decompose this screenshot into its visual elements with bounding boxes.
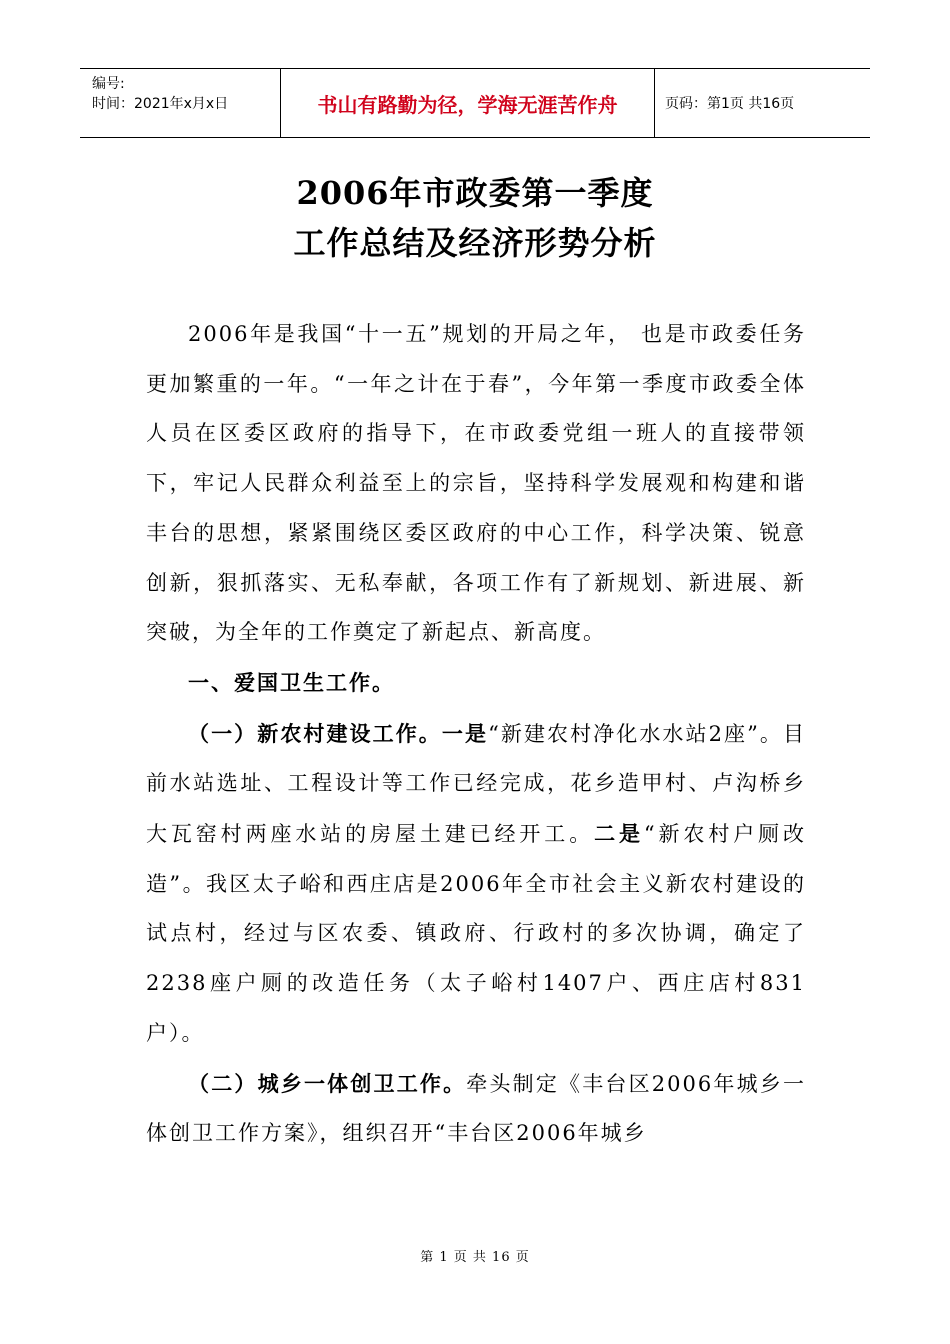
sub1-paragraph xyxy=(146,709,806,1059)
serial-label: 编号: xyxy=(92,76,125,92)
header-page-info: 页码：第1页 共16页 xyxy=(665,96,795,112)
time-label: 时间：2021年x月x日 xyxy=(92,96,229,112)
header-table xyxy=(80,68,870,138)
sub1-heading: （一）新农村建设工作。 xyxy=(188,720,442,746)
intro-paragraph: 2006年是我国“十一五”规划的开局之年， 也是市政委任务更加繁重的一年。“一年之计在于春”，今年第一季度市政委全体人员在区委区政府的指导下，在市政委党组一班人的直接带领下，牢记人民群众利益至上的宗旨，坚持科学发展观和构建和谐丰台的思想，紧紧围绕区委区政府的中心工作，科学决策、锐意创新，狠抓落实、无私奉献，各项工作有了新规划、新进展、新突破，为全年的工作奠定了新起点、新高度。 xyxy=(146,322,806,645)
document-body xyxy=(146,310,806,1159)
sub1-second-label: 二是 xyxy=(594,821,644,847)
section-heading xyxy=(146,658,806,709)
sub1-second-text: “新农村户厕改造”。我区太子峪和西庄店是2006年全市社会主义新农村建设的试点村，经过与区农委、镇政府、行政村的多次协调，确定了2238座户厕的改造任务（太子峪村1407户、西庄店村831户）。 xyxy=(146,822,807,1045)
header-motto: 书山有路勤为径，学海无涯苦作舟 xyxy=(317,92,618,117)
sub1-first-label: 一是 xyxy=(441,720,489,746)
sub2-text: 牵头制定《丰台区2006年城乡一体创卫工作方案》，组织召开“丰台区2006年城乡 xyxy=(146,1071,806,1146)
page-footer: 第 1 页 共 16 页 xyxy=(420,1250,530,1265)
sub2-heading: （二）城乡一体创卫工作。 xyxy=(188,1070,467,1096)
document-title-line2: 工作总结及经济形势分析 xyxy=(293,224,657,262)
header-meta-cell xyxy=(80,69,280,137)
sub1-first-text: “新建农村净化水水站2座”。目前水站选址、工程设计等工作已经完成，花乡造甲村、卢沟桥乡大瓦窑村两座水站的房屋土建已经开工。 xyxy=(146,721,807,847)
sub2-paragraph xyxy=(146,1059,806,1159)
section1-heading: 一、爱国卫生工作。 xyxy=(188,669,395,695)
document-title-line1: 2006年市政委第一季度 xyxy=(296,174,654,212)
